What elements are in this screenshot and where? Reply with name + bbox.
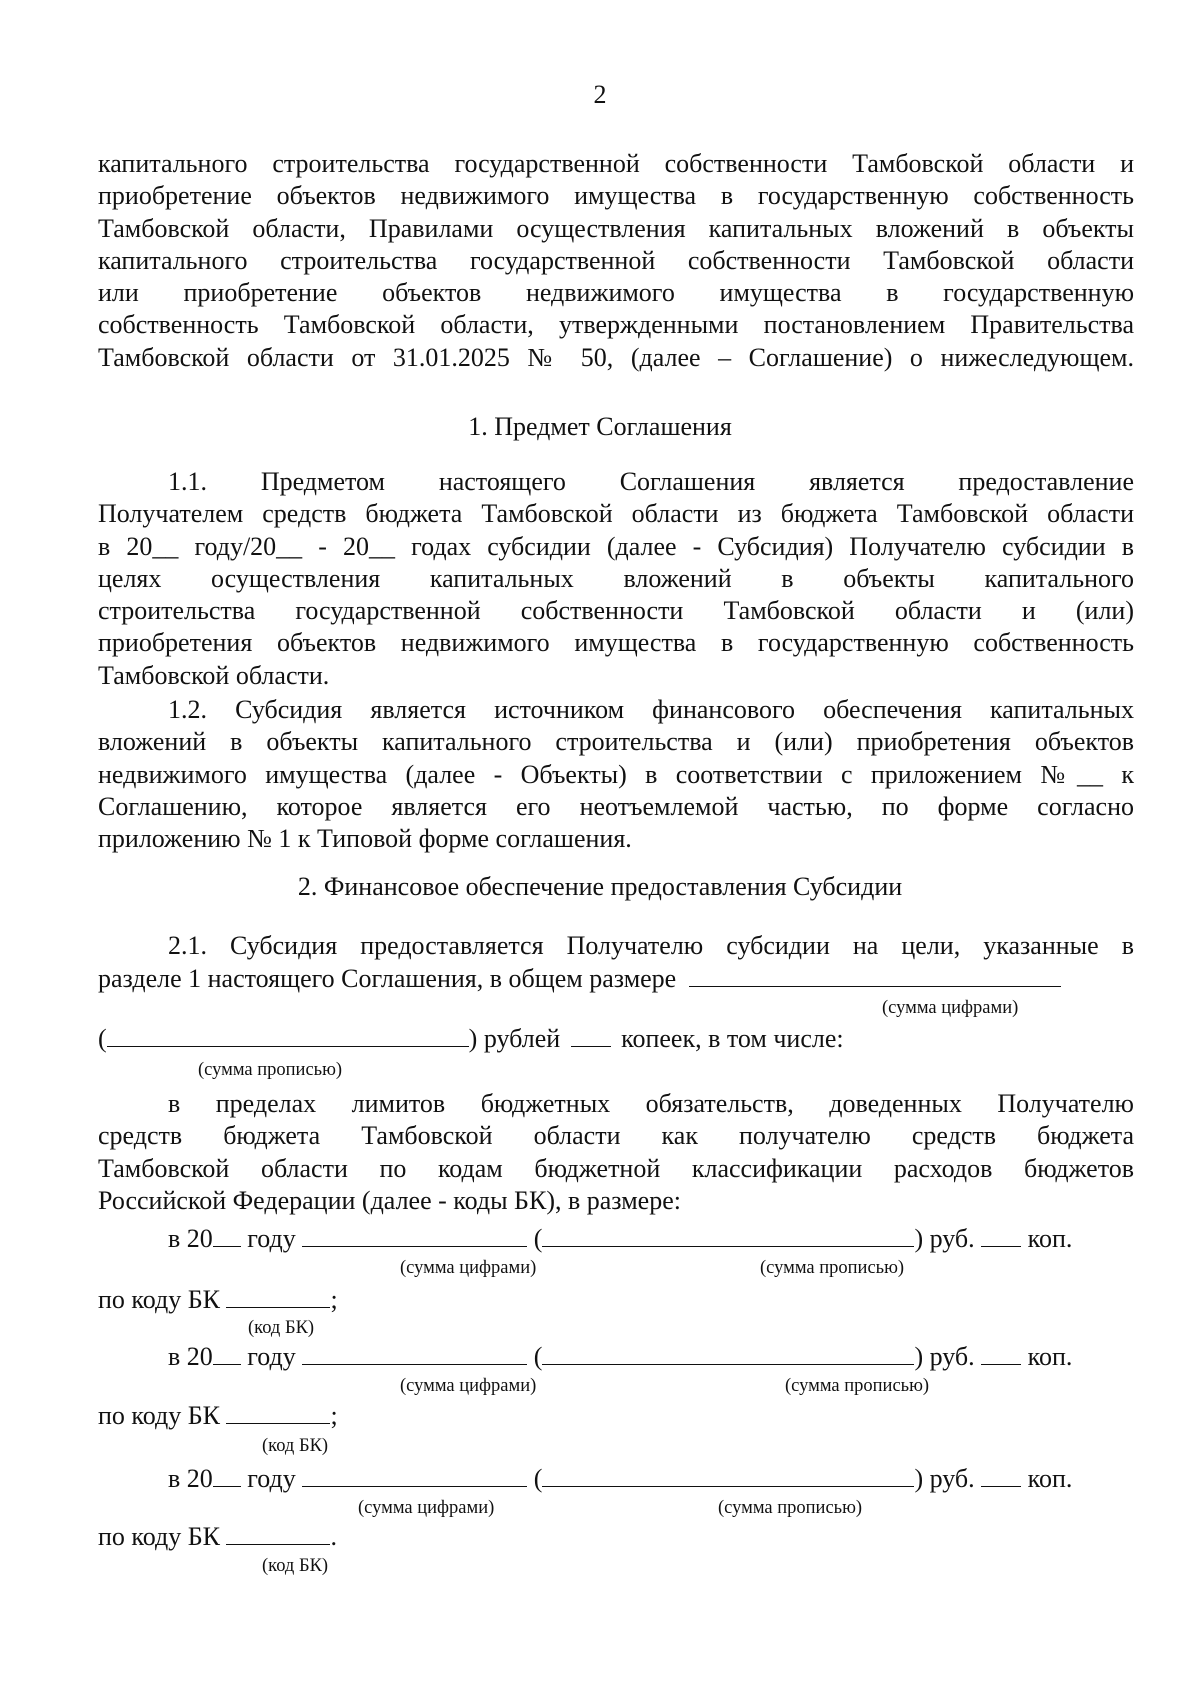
bk-end: ;	[330, 1285, 338, 1314]
year-row	[168, 1462, 1072, 1495]
section-2-heading: 2. Финансовое обеспечение предоставления Субсидии	[297, 872, 903, 901]
kop-blank[interactable]	[981, 1222, 1021, 1247]
total-kop-blank[interactable]	[571, 1022, 611, 1047]
text-line: или приобретение объектов недвижимого имущества в государственную	[98, 278, 1134, 308]
caption-bk-code: (код БК)	[248, 1318, 315, 1338]
bk-end: .	[330, 1522, 337, 1551]
year-prefix: в 20	[168, 1224, 213, 1253]
bk-code-blank[interactable]	[226, 1283, 330, 1308]
year-row	[168, 1340, 1072, 1373]
text-line: в пределах лимитов бюджетных обязательств, доведенных Получателю	[168, 1089, 1134, 1118]
rub-label: ) руб.	[914, 1224, 975, 1253]
text-line: в 20__ году/20__ - 20__ годах субсидии (далее - Субсидия) Получателю субсидии в	[98, 531, 1134, 561]
open-paren: (	[533, 1464, 543, 1493]
rub-label: ) руб.	[914, 1342, 975, 1371]
text-line: Тамбовской области от 31.01.2025 № 50, (далее – Соглашение) о нижеследующем.	[98, 342, 1134, 372]
bk-end: ;	[330, 1401, 338, 1430]
text-line: капитального строительства государственной собственности Тамбовской области и	[98, 149, 1134, 178]
open-paren: (	[533, 1224, 543, 1253]
text-line: Российской Федерации (далее - коды БК), в размере:	[98, 1185, 681, 1215]
text-line: вложений в объекты капитального строительства и (или) приобретения объектов	[98, 727, 1134, 757]
text-line: 2.1. Субсидия предоставляется Получателю субсидии на цели, указанные в	[168, 931, 1134, 960]
caption-sum-words: (сумма прописью)	[718, 1498, 863, 1518]
caption-sum-digits: (сумма цифрами)	[882, 998, 1019, 1018]
kop-label: коп.	[1027, 1464, 1073, 1493]
text-line: капитального строительства государственной собственности Тамбовской области	[98, 245, 1134, 275]
kop-blank[interactable]	[981, 1340, 1021, 1365]
year-row	[168, 1222, 1072, 1255]
clause-1-2	[98, 694, 1134, 855]
rub-label: ) рублей	[468, 1024, 561, 1053]
bk-code-blank[interactable]	[226, 1520, 330, 1545]
page-number: 2	[593, 80, 607, 109]
sum-digits-blank[interactable]	[302, 1222, 527, 1247]
text-line: средств бюджета Тамбовской области как получателю средств бюджета	[98, 1121, 1134, 1151]
bk-label: по коду БК	[98, 1401, 220, 1430]
kop-label: коп.	[1027, 1342, 1073, 1371]
sum-digits-blank[interactable]	[302, 1340, 527, 1365]
bk-row	[98, 1520, 337, 1553]
text-line: Тамбовской области.	[98, 660, 330, 690]
year-prefix: в 20	[168, 1464, 213, 1493]
caption-sum-words: (сумма прописью)	[198, 1060, 343, 1080]
text-line: приобретение объектов недвижимого имущества в государственную собственность	[98, 181, 1134, 211]
year-word: году	[247, 1224, 296, 1253]
clause-2-1-line2	[98, 962, 1061, 995]
caption-sum-digits: (сумма цифрами)	[358, 1498, 495, 1518]
sum-words-blank[interactable]	[542, 1462, 914, 1487]
sum-digits-blank[interactable]	[302, 1462, 527, 1487]
kop-label: копеек, в том числе:	[621, 1024, 844, 1053]
year-prefix: в 20	[168, 1342, 213, 1371]
kop-blank[interactable]	[981, 1462, 1021, 1487]
year-word: году	[247, 1464, 296, 1493]
bk-label: по коду БК	[98, 1522, 220, 1551]
total-sum-digits-blank[interactable]	[689, 962, 1061, 987]
text-line: приобретения объектов недвижимого имущества в государственную собственность	[98, 628, 1134, 658]
text-line: Тамбовской области, Правилами осуществления капитальных вложений в объекты	[98, 213, 1134, 243]
text-line: 1.2. Субсидия является источником финансового обеспечения капитальных	[168, 695, 1134, 724]
year-blank[interactable]	[213, 1222, 241, 1247]
bk-code-blank[interactable]	[226, 1399, 330, 1424]
caption-sum-digits: (сумма цифрами)	[400, 1258, 537, 1278]
caption-bk-code: (код БК)	[262, 1556, 329, 1576]
caption-sum-words: (сумма прописью)	[785, 1376, 930, 1396]
caption-bk-code: (код БК)	[262, 1436, 329, 1456]
text-line: Тамбовской области по кодам бюджетной классификации расходов бюджетов	[98, 1153, 1134, 1183]
section-1-heading: 1. Предмет Соглашения	[468, 412, 732, 441]
text-line: приложению № 1 к Типовой форме соглашения.	[98, 824, 632, 854]
open-paren: (	[533, 1342, 543, 1371]
intro-paragraph	[98, 148, 1134, 374]
bk-row	[98, 1283, 338, 1316]
total-sum-line	[98, 1022, 844, 1055]
text-line: собственность Тамбовской области, утвержденными постановлением Правительства	[98, 310, 1134, 340]
bk-row	[98, 1399, 338, 1432]
text-line: разделе 1 настоящего Соглашения, в общем размере	[98, 964, 677, 993]
caption-sum-words: (сумма прописью)	[760, 1258, 905, 1278]
year-blank[interactable]	[213, 1340, 241, 1365]
total-sum-words-blank[interactable]	[107, 1022, 469, 1047]
text-line: Соглашению, которое является его неотъемлемой частью, по форме согласно	[98, 791, 1134, 821]
bk-label: по коду БК	[98, 1285, 220, 1314]
text-line: строительства государственной собственности Тамбовской области и (или)	[98, 596, 1134, 626]
caption-sum-digits: (сумма цифрами)	[400, 1376, 537, 1396]
open-paren: (	[98, 1024, 107, 1053]
text-line: 1.1. Предметом настоящего Соглашения является предоставление	[168, 467, 1134, 496]
year-word: году	[247, 1342, 296, 1371]
text-line: Получателем средств бюджета Тамбовской области из бюджета Тамбовской области	[98, 499, 1134, 529]
sum-words-blank[interactable]	[542, 1222, 914, 1247]
text-line: недвижимого имущества (далее - Объекты) в соответствии с приложением №__ к	[98, 759, 1134, 789]
kop-label: коп.	[1027, 1224, 1073, 1253]
year-blank[interactable]	[213, 1462, 241, 1487]
sum-words-blank[interactable]	[542, 1340, 914, 1365]
text-line: целях осуществления капитальных вложений в объекты капитального	[98, 563, 1134, 593]
clause-2-1	[98, 930, 1134, 962]
limits-paragraph	[98, 1088, 1134, 1217]
clause-1-1	[98, 466, 1134, 692]
rub-label: ) руб.	[914, 1464, 975, 1493]
